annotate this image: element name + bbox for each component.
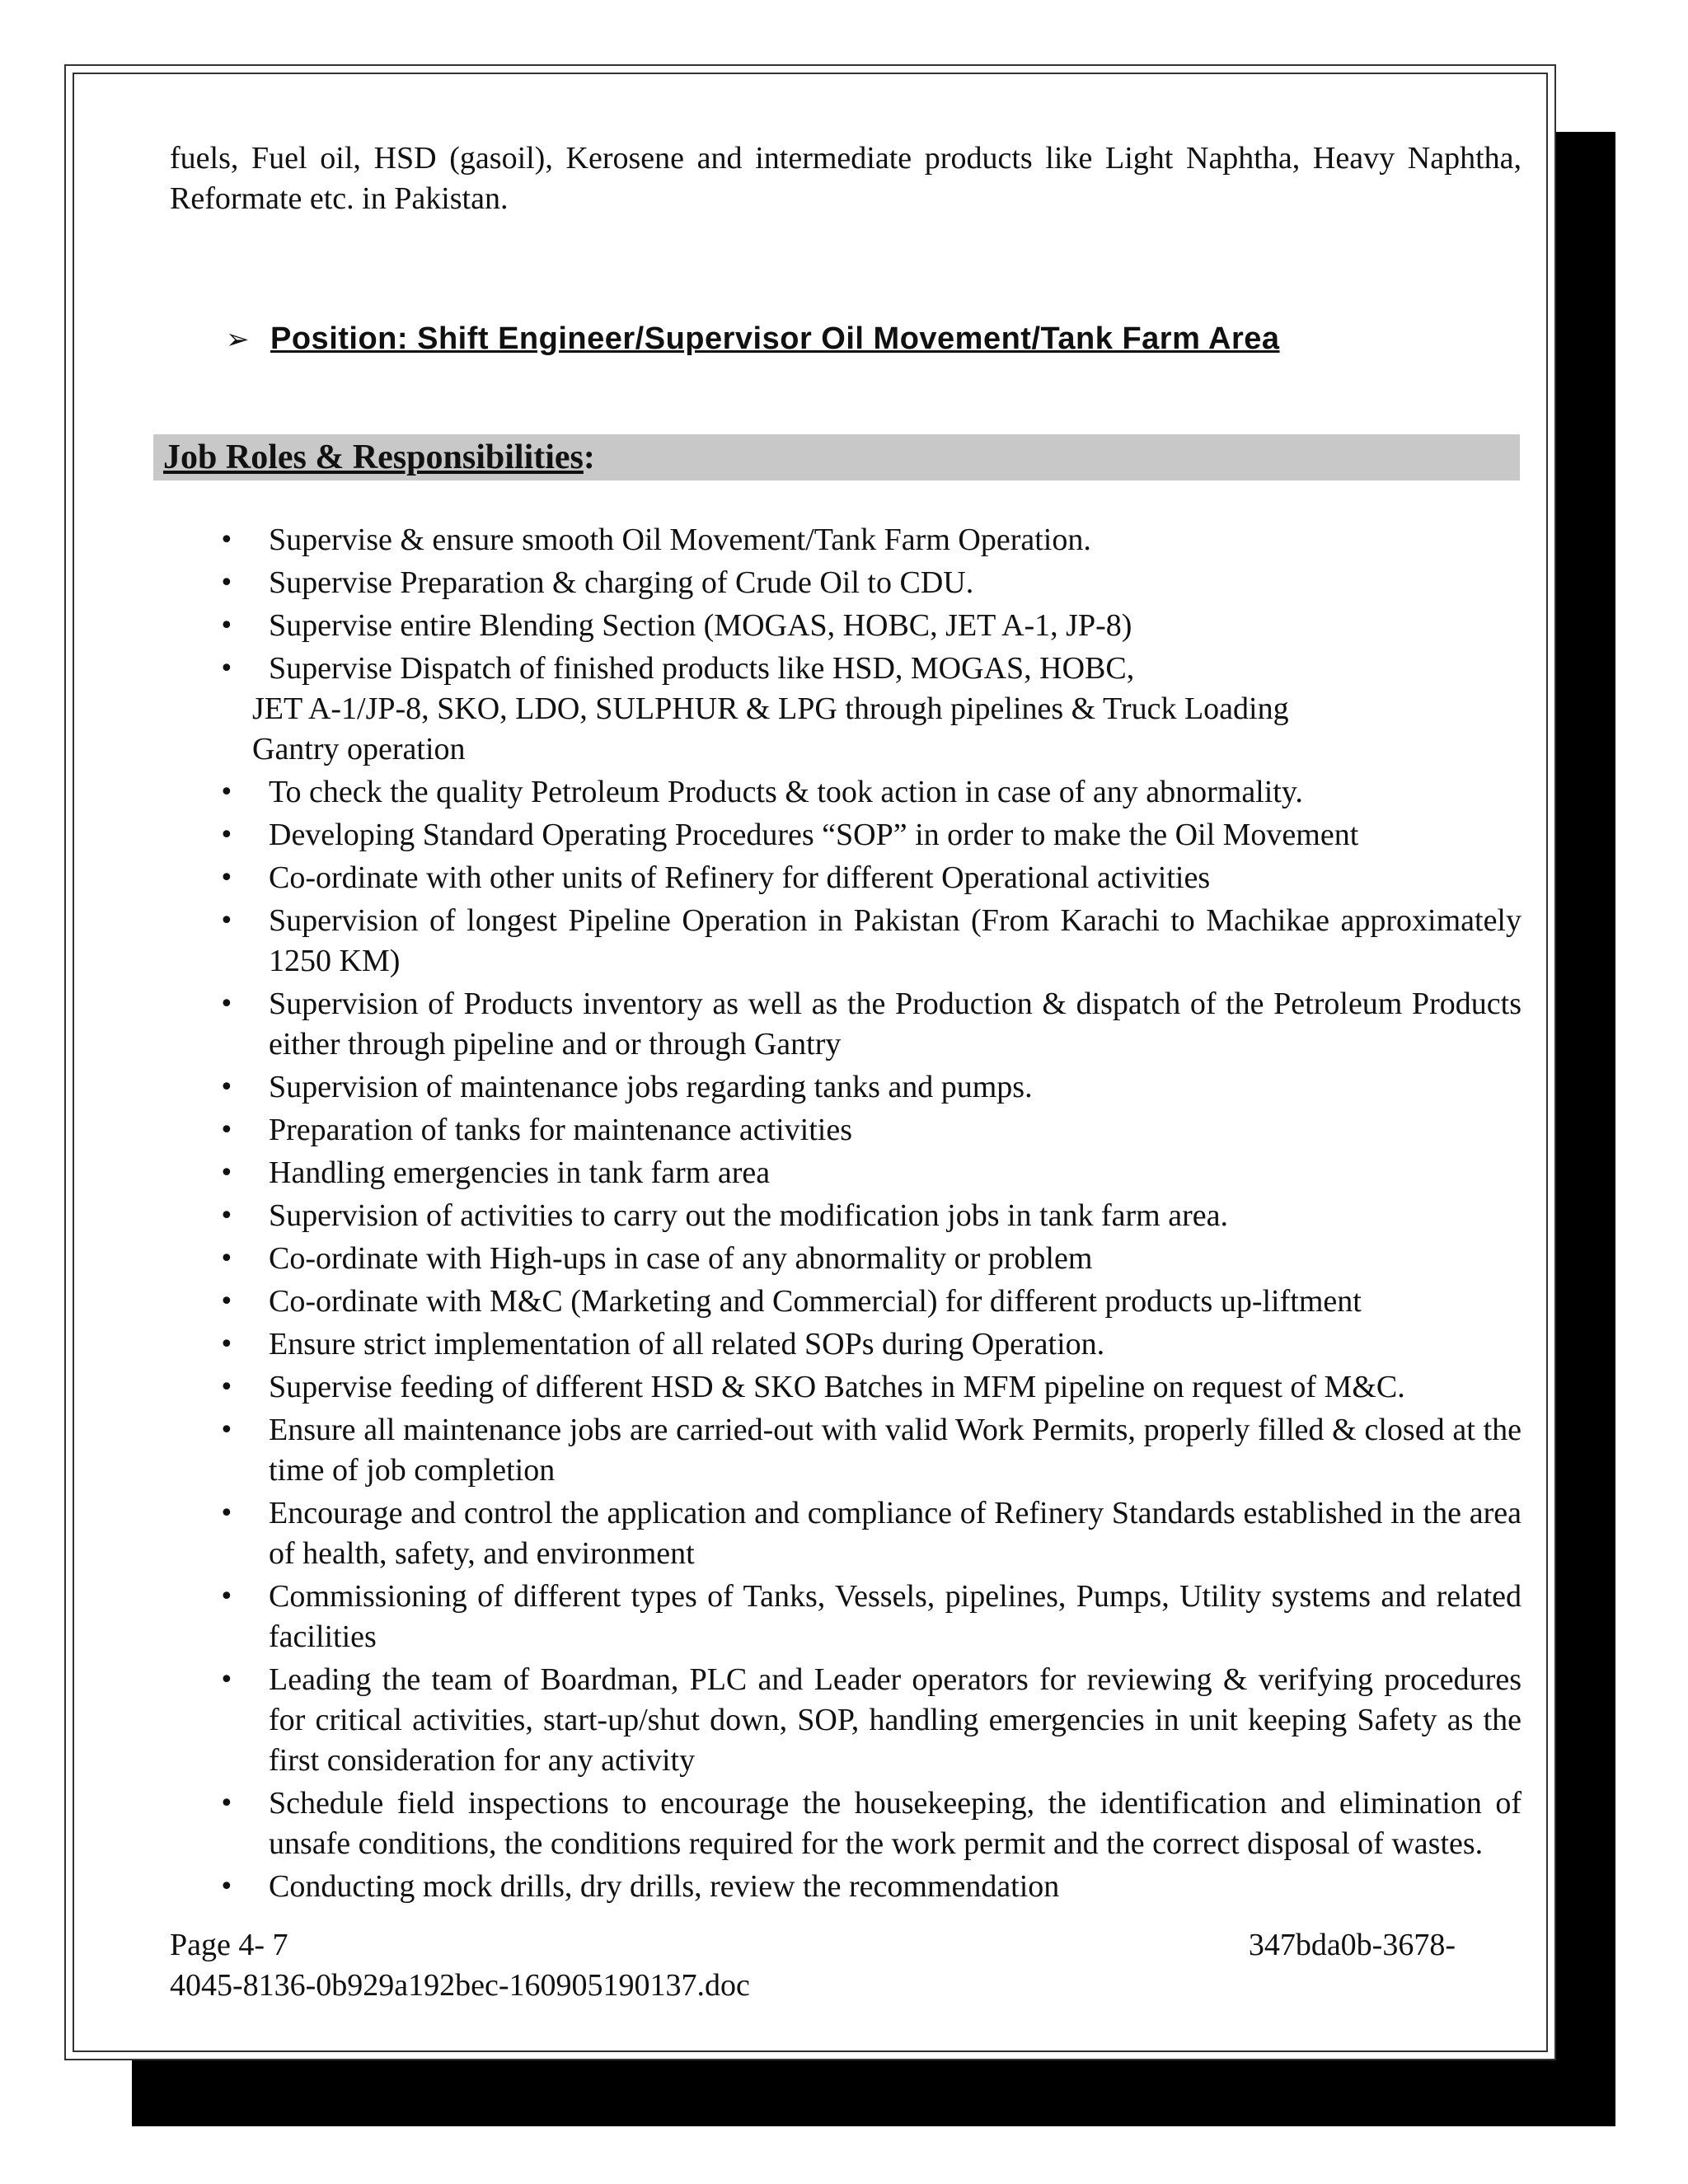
- bullet-icon: •: [219, 654, 234, 683]
- list-item-text: Developing Standard Operating Procedures “SOP” in order to make the Oil Movement: [269, 818, 1359, 852]
- bullet-icon: •: [219, 1287, 234, 1316]
- list-item: [170, 1783, 1522, 1864]
- position-heading: [226, 318, 1522, 360]
- bullet-icon: •: [219, 612, 234, 640]
- bullet-icon: •: [219, 1666, 234, 1694]
- list-item-text: To check the quality Petroleum Products & took action in case of any abnormality.: [269, 775, 1303, 809]
- list-item-text: Co-ordinate with M&C (Marketing and Commercial) for different products up-liftment: [269, 1284, 1362, 1319]
- bullet-icon: •: [219, 1202, 234, 1230]
- bullet-icon: •: [219, 1330, 234, 1359]
- list-item: [170, 520, 1522, 560]
- list-item: [170, 1577, 1522, 1657]
- document-id-part2: 4045-8136-0b929a192bec-160905190137.doc: [170, 1968, 750, 2003]
- bullet-icon: •: [219, 1416, 234, 1445]
- list-item-text: Supervise feeding of different HSD & SKO Batches in MFM pipeline on request of M&C.: [269, 1370, 1405, 1404]
- document-body: [163, 138, 1522, 1910]
- bullet-icon: •: [219, 778, 234, 807]
- list-item: [170, 1867, 1522, 1907]
- list-item-text: Co-ordinate with High-ups in case of any abnormality or problem: [269, 1241, 1093, 1276]
- list-item-text: Supervision of longest Pipeline Operation in Pakistan (From Karachi to Machikae approximately 1250 KM): [269, 903, 1522, 978]
- list-item-text: Conducting mock drills, dry drills, review the recommendation: [269, 1869, 1060, 1904]
- list-item: [170, 1282, 1522, 1322]
- list-item: [170, 1196, 1522, 1236]
- list-item-text: Ensure strict implementation of all related SOPs during Operation.: [269, 1327, 1105, 1361]
- list-item: [170, 1493, 1522, 1574]
- list-item: [170, 1660, 1522, 1781]
- bullet-icon: •: [219, 907, 234, 935]
- list-item: [170, 563, 1522, 603]
- section-title: [153, 438, 595, 478]
- list-item-text: Supervise & ensure smooth Oil Movement/Tank Farm Operation.: [269, 523, 1091, 557]
- bullet-icon: •: [219, 526, 234, 555]
- bullet-icon: •: [219, 821, 234, 850]
- document-id-part1: 347bda0b-3678-: [1248, 1928, 1456, 1962]
- list-item: [170, 815, 1522, 855]
- list-item-text: Commissioning of different types of Tanks, Vessels, pipelines, Pumps, Utility systems and related facilities: [269, 1579, 1522, 1654]
- footer-row: [170, 1925, 1456, 1966]
- list-item: [170, 858, 1522, 898]
- intro-paragraph: fuels, Fuel oil, HSD (gasoil), Kerosene and intermediate products like Light Naphtha, Heavy Naphtha, Reformate etc. in Pakistan.: [170, 141, 1522, 216]
- bullet-icon: •: [219, 1159, 234, 1188]
- bullet-icon: •: [219, 990, 234, 1019]
- list-item: [170, 1367, 1522, 1408]
- list-item-text: Ensure all maintenance jobs are carried-out with valid Work Permits, properly filled & closed at the time of job completion: [269, 1413, 1522, 1488]
- list-item-text: Supervision of maintenance jobs regarding tanks and pumps.: [269, 1070, 1033, 1104]
- list-item-text: Leading the team of Boardman, PLC and Leader operators for reviewing & verifying procedures for critical activities, start-up/shut down, SOP, handling emergencies in unit keeping Safety as the first consideration for any activity: [269, 1662, 1522, 1778]
- page-footer: [170, 1925, 1456, 2006]
- arrow-bullet-icon: ➢: [226, 323, 250, 356]
- bullet-icon: •: [219, 864, 234, 893]
- bullet-icon: •: [219, 1073, 234, 1102]
- list-item: [170, 1410, 1522, 1491]
- list-item-text: Supervise Preparation & charging of Crude Oil to CDU.: [269, 565, 974, 600]
- list-item-text: Supervision of activities to carry out the modification jobs in tank farm area.: [269, 1198, 1228, 1233]
- list-item-continuation: JET A-1/JP-8, SKO, LDO, SULPHUR & LPG through pipelines & Truck Loading: [252, 691, 1289, 726]
- list-item: [170, 606, 1522, 646]
- list-item-text: Encourage and control the application and compliance of Refinery Standards established in the area of health, safety, and environment: [269, 1496, 1522, 1571]
- bullet-icon: •: [219, 1582, 234, 1611]
- bullet-icon: •: [219, 1244, 234, 1273]
- bullet-icon: •: [219, 1499, 234, 1528]
- list-item-text: Preparation of tanks for maintenance activities: [269, 1113, 853, 1147]
- list-item: [170, 649, 1522, 770]
- list-item-text: Handling emergencies in tank farm area: [269, 1155, 771, 1190]
- list-item-text: Supervision of Products inventory as well as the Production & dispatch of the Petroleum Products either through pipeline and or through Gantry: [269, 987, 1522, 1062]
- section-title-colon: :: [583, 438, 595, 476]
- bullet-icon: •: [219, 569, 234, 598]
- bullet-icon: •: [219, 1789, 234, 1818]
- page-number: Page 4- 7: [170, 1928, 288, 1962]
- bullet-icon: •: [219, 1373, 234, 1402]
- section-header-bar: [153, 434, 1520, 480]
- list-item: [170, 772, 1522, 813]
- list-item-continuation: Gantry operation: [252, 732, 466, 766]
- list-item: [170, 1153, 1522, 1193]
- list-item-text: Co-ordinate with other units of Refinery for different Operational activities: [269, 860, 1211, 895]
- section-title-text: Job Roles & Responsibilities: [163, 438, 584, 476]
- list-item: [170, 901, 1522, 982]
- bullet-icon: •: [219, 1116, 234, 1145]
- list-item: [170, 1239, 1522, 1279]
- list-item-text: Supervise Dispatch of finished products like HSD, MOGAS, HOBC,: [269, 651, 1135, 686]
- responsibilities-list: [170, 520, 1522, 1907]
- list-item-text: Supervise entire Blending Section (MOGAS, HOBC, JET A-1, JP-8): [269, 608, 1132, 643]
- list-item: [170, 984, 1522, 1065]
- list-item-text: Schedule field inspections to encourage the housekeeping, the identification and elimination of unsafe conditions, the conditions required for the work permit and the correct disposal of wastes.: [269, 1786, 1522, 1861]
- list-item: [170, 1110, 1522, 1151]
- list-item: [170, 1067, 1522, 1108]
- bullet-icon: •: [219, 1872, 234, 1901]
- position-title: Position: Shift Engineer/Supervisor Oil Movement/Tank Farm Area: [270, 321, 1280, 356]
- list-item: [170, 1324, 1522, 1365]
